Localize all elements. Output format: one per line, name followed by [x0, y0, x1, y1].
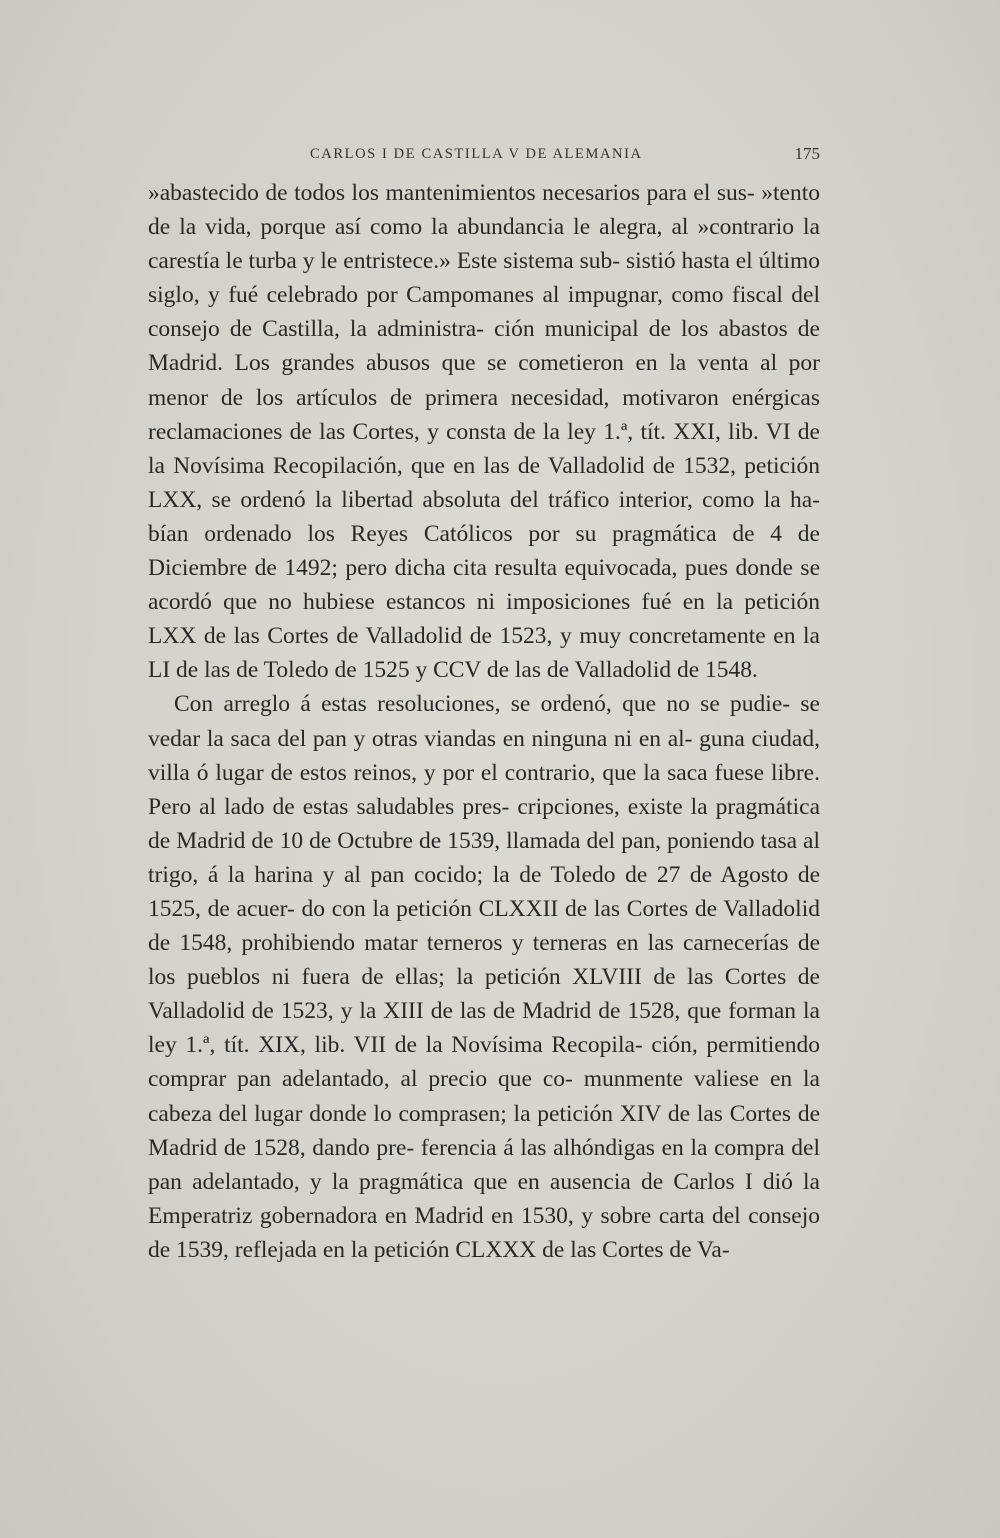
- paragraph-1: »abastecido de todos los mantenimientos necesarios para el sus- »tento de la vida, porque así como la abundancia le alegra, al »contrario la carestía le turba y le entristece.» Este sistema sub- sistió hasta el último siglo, y fué celebrado por Campomanes al impugnar, como fiscal del consejo de Castilla, la administra- ción municipal de los abastos de Madrid. Los grandes abusos que se cometieron en la venta al por menor de los artículos de primera necesidad, motivaron enérgicas reclamaciones de las Cortes, y consta de la ley 1.ª, tít. XXI, lib. VI de la Novísima Recopilación, que en las de Valladolid de 1532, petición LXX, se ordenó la libertad absoluta del tráfico interior, como la ha- bían ordenado los Reyes Católicos por su pragmática de 4 de Diciembre de 1492; pero dicha cita resulta equivocada, pues donde se acordó que no hubiese estancos ni imposiciones fué en la petición LXX de las Cortes de Valladolid de 1523, y muy concretamente en la LI de las de Toledo de 1525 y CCV de las de Valladolid de 1548.: [148, 180, 820, 684]
- paragraph-2: Con arreglo á estas resoluciones, se ordenó, que no se pudie- se vedar la saca del pan y otras viandas en ninguna ni en al- guna ciudad, villa ó lugar de estos reinos, y por el contrario, que la saca fuese libre. Pero al lado de estas saludables pres- cripciones, existe la pragmática de Madrid de 10 de Octubre de 1539, llamada del pan, poniendo tasa al trigo, á la harina y al pan cocido; la de Toledo de 27 de Agosto de 1525, de acuer- do con la petición CLXXII de las Cortes de Valladolid de 1548, prohibiendo matar terneros y terneras en las carnecerías de los pueblos ni fuera de ellas; la petición XLVIII de las Cortes de Valladolid de 1523, y la XIII de las de Madrid de 1528, que forman la ley 1.ª, tít. XIX, lib. VII de la Novísima Recopila- ción, permitiendo comprar pan adelantado, al precio que co- munmente valiese en la cabeza del lugar donde lo comprasen; la petición XIV de las Cortes de Madrid de 1528, dando pre- ferencia á las alhóndigas en la compra del pan adelantado, y la pragmática que en ausencia de Carlos I dió la Emperatriz gobernadora en Madrid en 1530, y sobre carta del consejo de 1539, reflejada en la petición CLXXX de las Cortes de Va-: [148, 691, 820, 1263]
- page-header: [148, 146, 820, 170]
- body-text: [148, 176, 820, 1267]
- running-head: CARLOS I DE CASTILLA V DE ALEMANIA: [310, 146, 643, 162]
- page-number: 175: [794, 144, 820, 163]
